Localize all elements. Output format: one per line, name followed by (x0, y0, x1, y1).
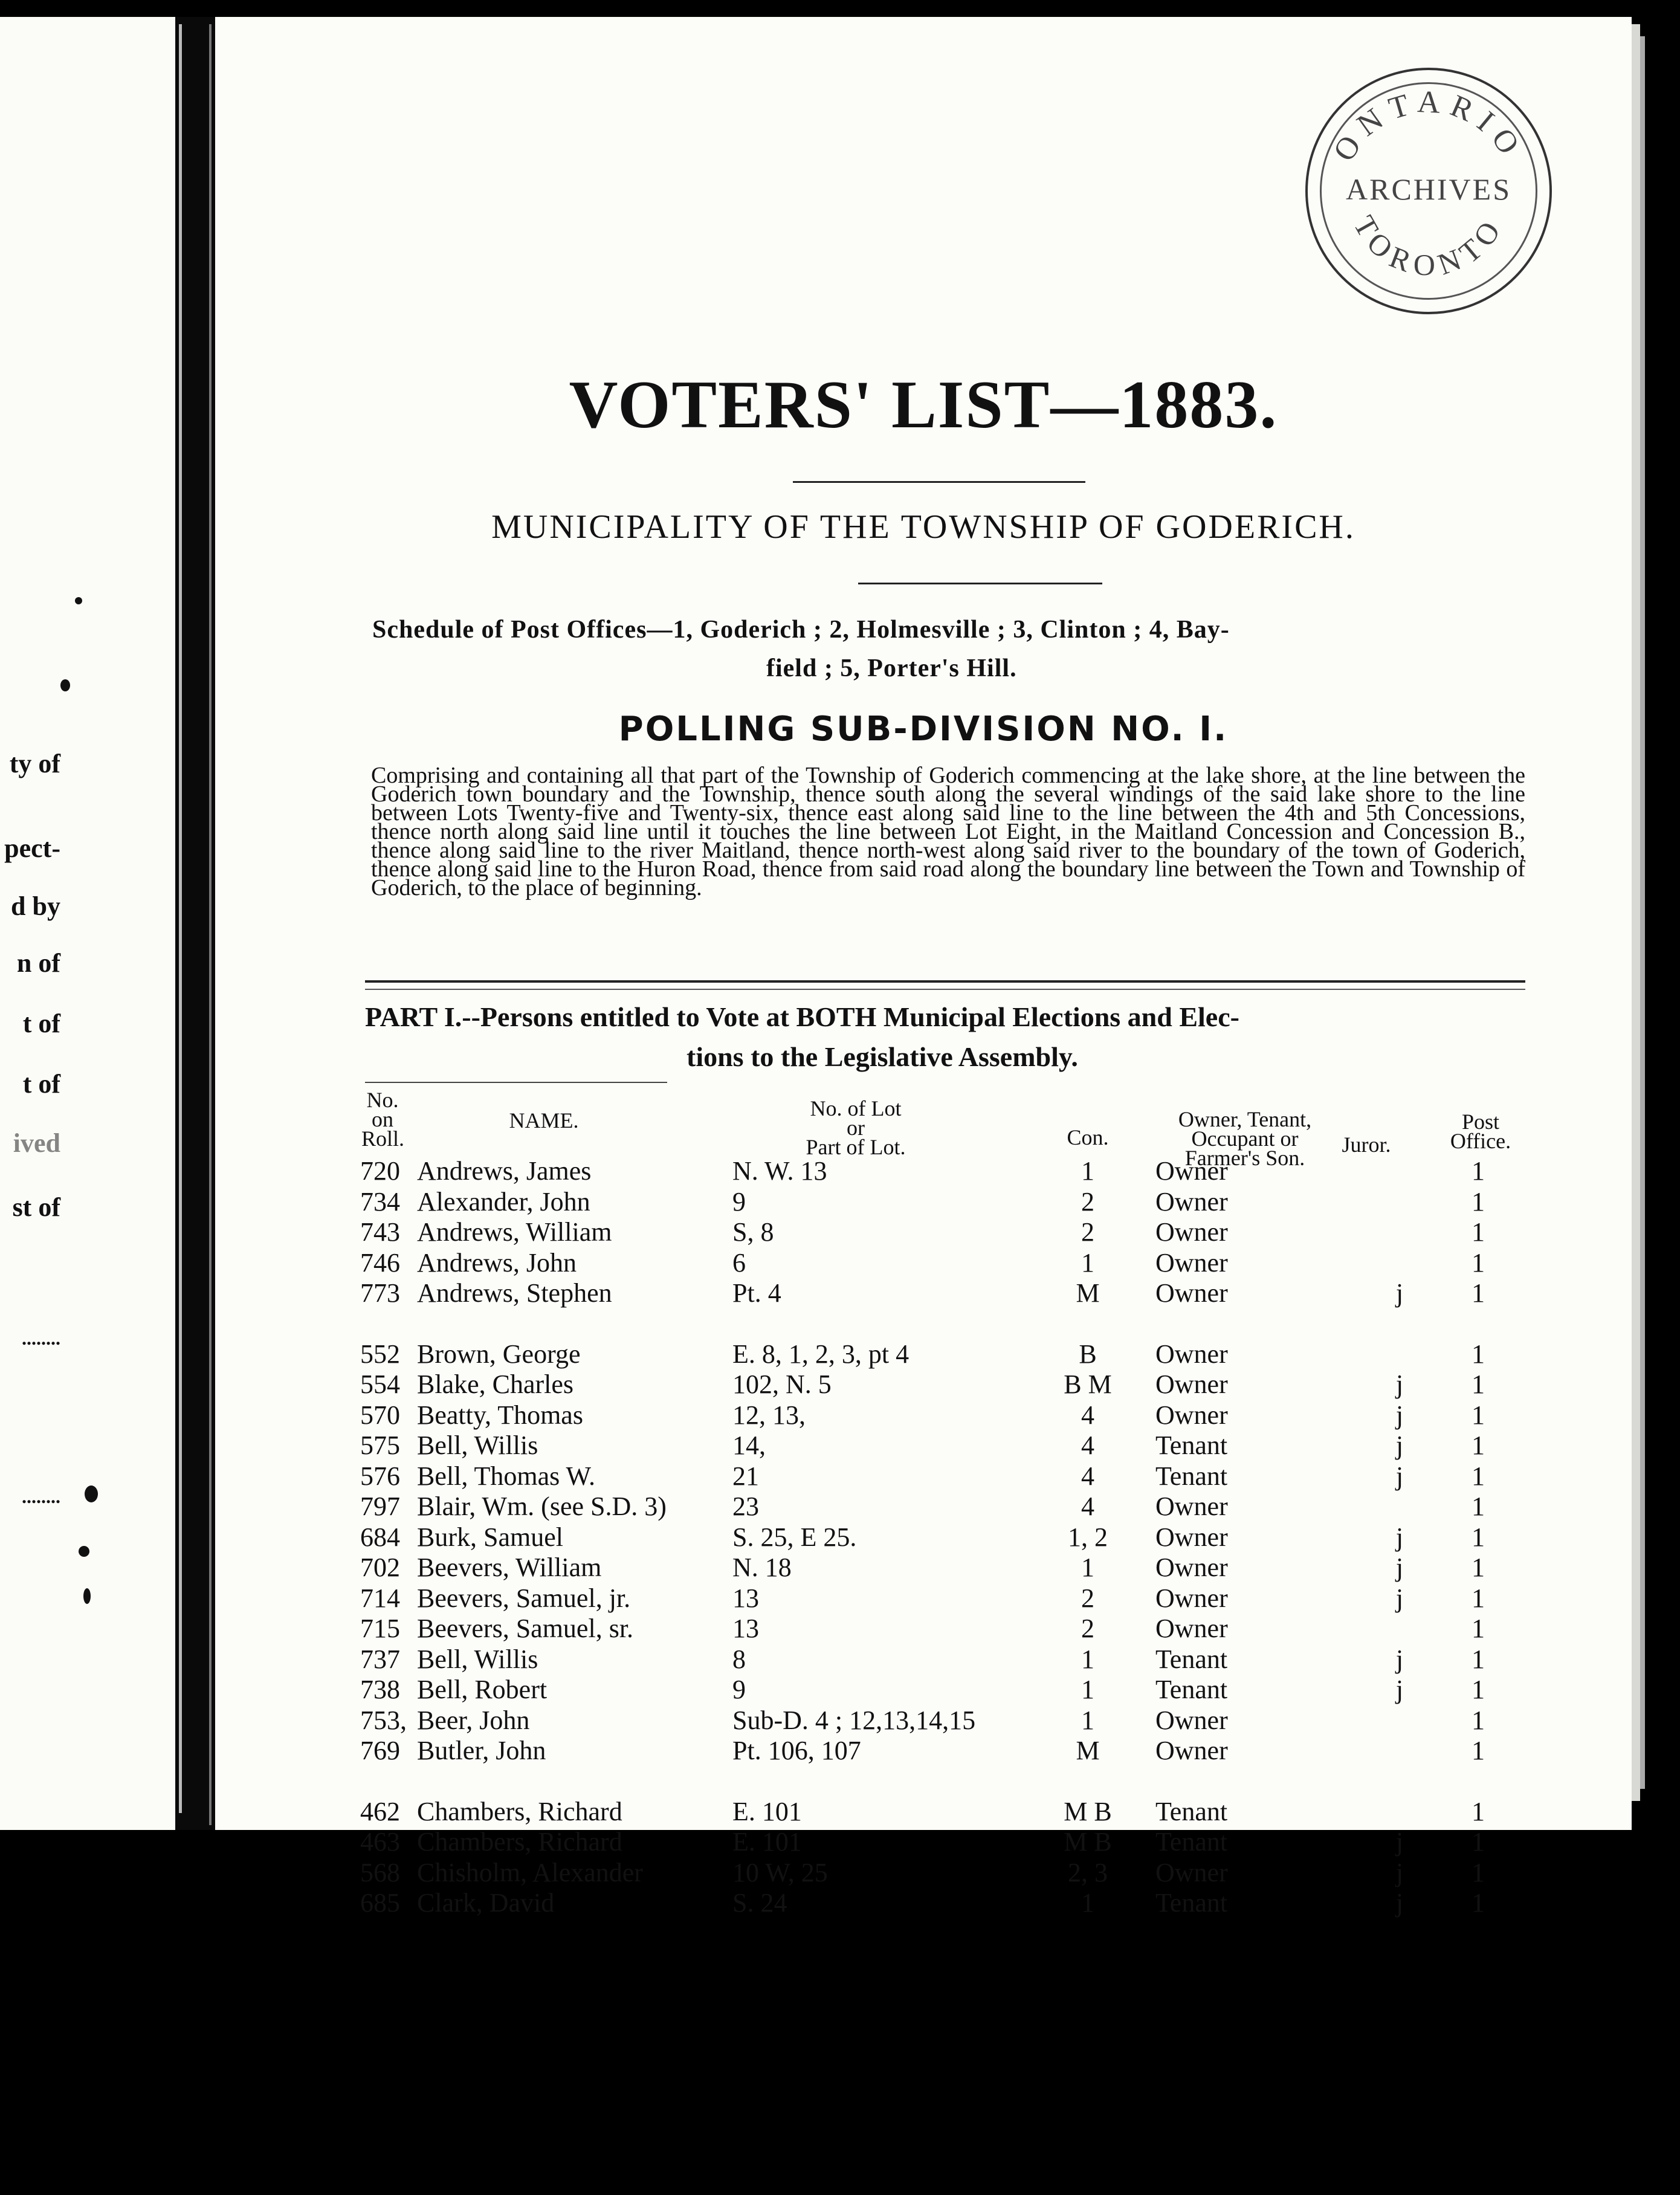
voter-juror: j (1395, 1461, 1404, 1491)
voter-status: Owner (1155, 1369, 1228, 1399)
voter-status: Tenant (1155, 1675, 1228, 1704)
left-fragment: ty of (9, 749, 60, 778)
voter-roll-number: 743 (360, 1217, 400, 1247)
voter-concession: 1 (1081, 1644, 1094, 1674)
voter-status: Owner (1155, 1553, 1228, 1582)
voter-lot: E. 8, 1, 2, 3, pt 4 (732, 1339, 909, 1369)
left-fragment: st of (12, 1192, 60, 1222)
header-con: Con. (1067, 1125, 1109, 1149)
stamp-bottom-text: TORONTO (1347, 209, 1511, 282)
voter-name: Andrews, William (417, 1217, 612, 1247)
voter-roll-number: 684 (360, 1522, 400, 1552)
voter-lot: S, 8 (732, 1217, 774, 1247)
voter-lot: 6 (732, 1248, 746, 1278)
header-post-line: Office. (1450, 1129, 1511, 1153)
header-status-line: Owner, Tenant, (1178, 1107, 1312, 1131)
header-roll-line: on (372, 1107, 393, 1131)
voter-post-office: 1 (1472, 1553, 1485, 1582)
header-roll-line: No. (366, 1088, 399, 1112)
voter-status: Tenant (1155, 1430, 1228, 1460)
header-post-line: Post (1461, 1110, 1500, 1134)
voter-status: Owner (1155, 1583, 1228, 1613)
voter-status: Owner (1155, 1278, 1228, 1308)
voter-concession: 2 (1081, 1217, 1094, 1247)
voter-post-office: 1 (1472, 1858, 1485, 1887)
voter-name: Andrews, John (417, 1248, 577, 1278)
voter-juror: j (1395, 1553, 1404, 1582)
voter-lot: 13 (732, 1614, 759, 1643)
voter-juror: j (1395, 1675, 1404, 1704)
voter-name: Andrews, Stephen (417, 1278, 612, 1308)
voter-status: Owner (1155, 1858, 1228, 1887)
left-fragment: t of (22, 1069, 60, 1099)
voter-name: Alexander, John (417, 1187, 590, 1217)
polling-subdivision-heading: POLLING SUB-DIVISION NO. I. (618, 710, 1229, 749)
voter-roll-number: 769 (360, 1736, 400, 1765)
voter-lot: Pt. 4 (732, 1278, 781, 1308)
header-status-line: Farmer's Son. (1184, 1146, 1305, 1170)
schedule-line-1: Schedule of Post Offices—1, Goderich ; 2, Holmesville ; 3, Clinton ; 4, Bay- (372, 616, 1230, 644)
stamp-top-text: ONTARIO (1326, 84, 1531, 167)
voter-roll-number: 552 (360, 1339, 400, 1369)
voter-status: Tenant (1155, 1888, 1228, 1918)
voter-name: Chisholm, Alexander (417, 1858, 643, 1887)
voter-juror: j (1395, 1827, 1404, 1857)
voter-name: Burk, Samuel (417, 1522, 563, 1552)
part-one-heading: PART I.--Persons entitled to Vote at BOTH Municipal Elections and Elec- (365, 1001, 1239, 1032)
voter-concession: 2 (1081, 1614, 1094, 1643)
voter-status: Owner (1155, 1217, 1228, 1247)
header-lot-line: No. of Lot (810, 1096, 902, 1120)
voter-status: Owner (1155, 1400, 1228, 1430)
voter-lot: 8 (732, 1644, 746, 1674)
voter-roll-number: 463 (360, 1827, 400, 1857)
voter-status: Tenant (1155, 1461, 1228, 1491)
voter-lot: 102, N. 5 (732, 1369, 832, 1399)
voter-status: Owner (1155, 1492, 1228, 1521)
voter-post-office: 1 (1472, 1248, 1485, 1278)
voter-status: Owner (1155, 1156, 1228, 1186)
schedule-line-2: field ; 5, Porter's Hill. (766, 655, 1017, 682)
municipality-heading: MUNICIPALITY OF THE TOWNSHIP OF GODERICH. (491, 508, 1355, 546)
voter-concession: 1 (1081, 1553, 1094, 1582)
voter-name: Beevers, William (417, 1553, 602, 1582)
voter-name: Andrews, James (417, 1156, 592, 1186)
voter-concession: B (1079, 1339, 1097, 1369)
voter-roll-number: 734 (360, 1187, 400, 1217)
header-juror: Juror. (1342, 1133, 1391, 1157)
voter-roll-number: 685 (360, 1888, 400, 1918)
voter-roll-number: 753, (360, 1705, 407, 1735)
voter-roll-number: 570 (360, 1400, 400, 1430)
voter-juror: j (1395, 1278, 1404, 1308)
voter-concession: 4 (1081, 1430, 1094, 1460)
left-fragment: t of (22, 1009, 60, 1038)
voter-roll-number: 797 (360, 1492, 400, 1521)
voter-post-office: 1 (1472, 1217, 1485, 1247)
voter-status: Owner (1155, 1705, 1228, 1735)
voter-name: Beer, John (417, 1705, 530, 1735)
voter-concession: M B (1064, 1797, 1112, 1826)
voter-post-office: 1 (1472, 1675, 1485, 1704)
voter-lot: 21 (732, 1461, 759, 1491)
voter-post-office: 1 (1472, 1187, 1485, 1217)
voter-concession: 4 (1081, 1400, 1094, 1430)
voter-post-office: 1 (1472, 1461, 1485, 1491)
voter-lot: E. 101 (732, 1797, 802, 1826)
voter-status: Tenant (1155, 1827, 1228, 1857)
voter-concession: 2 (1081, 1583, 1094, 1613)
voter-status: Owner (1155, 1736, 1228, 1765)
voter-roll-number: 462 (360, 1797, 400, 1826)
voter-post-office: 1 (1472, 1400, 1485, 1430)
voter-name: Beevers, Samuel, jr. (417, 1583, 631, 1613)
voter-name: Chambers, Richard (417, 1827, 622, 1857)
voter-roll-number: 576 (360, 1461, 400, 1491)
voter-roll-number: 738 (360, 1675, 400, 1704)
voter-post-office: 1 (1472, 1888, 1485, 1918)
voter-post-office: 1 (1472, 1339, 1485, 1369)
voter-post-office: 1 (1472, 1736, 1485, 1765)
voter-lot: 14, (732, 1430, 766, 1460)
voter-juror: j (1395, 1522, 1404, 1552)
left-fragment: d by (11, 891, 60, 921)
voter-name: Blake, Charles (417, 1369, 574, 1399)
voter-lot: N. 18 (732, 1553, 792, 1582)
voter-lot: 9 (732, 1675, 746, 1704)
voter-lot: 13 (732, 1583, 759, 1613)
voter-post-office: 1 (1472, 1827, 1485, 1857)
voter-name: Beatty, Thomas (417, 1400, 583, 1430)
voter-concession: M B (1064, 1827, 1112, 1857)
voter-concession: B M (1064, 1369, 1112, 1399)
voter-status: Owner (1155, 1614, 1228, 1643)
voter-lot: 10 W, 25 (732, 1858, 828, 1887)
voter-juror: j (1395, 1430, 1404, 1460)
left-fragment: ived (13, 1128, 60, 1158)
voter-roll-number: 737 (360, 1644, 400, 1674)
voter-lot: 23 (732, 1492, 759, 1521)
voter-juror: j (1395, 1400, 1404, 1430)
voter-concession: 2, 3 (1068, 1858, 1108, 1887)
voter-post-office: 1 (1472, 1705, 1485, 1735)
voter-post-office: 1 (1472, 1644, 1485, 1674)
voter-name: Bell, Willis (417, 1430, 538, 1460)
voter-name: Clark, David (417, 1888, 555, 1918)
left-dots: ........ (22, 1327, 60, 1349)
voter-roll-number: 746 (360, 1248, 400, 1278)
left-fragment: n of (16, 948, 60, 978)
voter-concession: 2 (1081, 1187, 1094, 1217)
voter-name: Beevers, Samuel, sr. (417, 1614, 634, 1643)
voter-name: Blair, Wm. (see S.D. 3) (417, 1492, 667, 1521)
voter-juror: j (1395, 1583, 1404, 1613)
voter-post-office: 1 (1472, 1614, 1485, 1643)
voter-juror: j (1395, 1888, 1404, 1918)
voter-concession: 1 (1081, 1888, 1094, 1918)
voter-concession: 1, 2 (1068, 1522, 1108, 1552)
voter-name: Brown, George (417, 1339, 581, 1369)
voter-status: Owner (1155, 1187, 1228, 1217)
header-roll-line: Roll. (361, 1127, 405, 1151)
voter-lot: S. 25, E 25. (732, 1522, 857, 1552)
voter-concession: 1 (1081, 1156, 1094, 1186)
voter-concession: 4 (1081, 1461, 1094, 1491)
voter-roll-number: 702 (360, 1553, 400, 1582)
voter-roll-number: 715 (360, 1614, 400, 1643)
voter-name: Butler, John (417, 1736, 546, 1765)
voter-roll-number: 568 (360, 1858, 400, 1887)
voter-roll-number: 554 (360, 1369, 400, 1399)
voter-juror: j (1395, 1369, 1404, 1399)
header-lot-line: or (847, 1116, 865, 1140)
left-dots: ........ (22, 1485, 60, 1507)
voter-status: Owner (1155, 1522, 1228, 1552)
voter-concession: 4 (1081, 1492, 1094, 1521)
voter-lot: S. 24 (732, 1888, 787, 1918)
voter-roll-number: 773 (360, 1278, 400, 1308)
voter-juror: j (1395, 1858, 1404, 1887)
document-title: VOTERS' LIST—1883. (569, 367, 1278, 442)
voter-concession: 1 (1081, 1675, 1094, 1704)
voter-post-office: 1 (1472, 1522, 1485, 1552)
voter-lot: Sub-D. 4 ; 12,13,14,15 (732, 1705, 976, 1735)
voter-name: Bell, Thomas W. (417, 1461, 595, 1491)
voter-lot: Pt. 106, 107 (732, 1736, 861, 1765)
voter-post-office: 1 (1472, 1278, 1485, 1308)
left-fragment: pect- (4, 833, 60, 863)
voter-name: Bell, Robert (417, 1675, 548, 1704)
voter-post-office: 1 (1472, 1430, 1485, 1460)
header-name: NAME. (509, 1108, 579, 1133)
voter-post-office: 1 (1472, 1492, 1485, 1521)
voter-concession: M (1076, 1736, 1100, 1765)
voter-status: Tenant (1155, 1797, 1228, 1826)
subdivision-description: Comprising and containing all that part of the Township of Goderich commencing at the lake shore, at the line between the Goderich town boundary and the Township, thence south along the several windings of the said lake shore to the line between Lots Twenty-five and Twenty-six, thence east along said line to the line between the 4th and 5th Concessions, thence north along said line until it touches the line between Lot Eight, in the Maitland Concession and Concession B., thence along said line to the river Maitland, thence north-west along said river to the boundary of the town of Goderich, thence along said line to the Huron Road, thence from said road along the boundary line between the Town and Township of Goderich, to the place of beginning. (371, 763, 1525, 900)
header-lot-line: Part of Lot. (806, 1135, 906, 1159)
stamp-middle-text: ARCHIVES (1345, 172, 1512, 206)
voter-lot: N. W. 13 (732, 1156, 827, 1186)
voter-post-office: 1 (1472, 1583, 1485, 1613)
voter-post-office: 1 (1472, 1369, 1485, 1399)
header-status-line: Occupant or (1191, 1127, 1299, 1151)
voter-status: Owner (1155, 1339, 1228, 1369)
voter-concession: 1 (1081, 1248, 1094, 1278)
voter-name: Chambers, Richard (417, 1797, 622, 1826)
part-one-heading-continued: tions to the Legislative Assembly. (687, 1041, 1078, 1072)
voter-concession: M (1076, 1278, 1100, 1308)
voter-status: Tenant (1155, 1644, 1228, 1674)
voter-lot: E. 101 (732, 1827, 802, 1857)
voter-roll-number: 575 (360, 1430, 400, 1460)
voter-name: Bell, Willis (417, 1644, 538, 1674)
voter-lot: 12, 13, (732, 1400, 806, 1430)
voter-roll-number: 714 (360, 1583, 400, 1613)
voter-post-office: 1 (1472, 1156, 1485, 1186)
voter-juror: j (1395, 1644, 1404, 1674)
voter-lot: 9 (732, 1187, 746, 1217)
voter-status: Owner (1155, 1248, 1228, 1278)
voter-roll-number: 720 (360, 1156, 400, 1186)
voter-concession: 1 (1081, 1705, 1094, 1735)
voter-post-office: 1 (1472, 1797, 1485, 1826)
